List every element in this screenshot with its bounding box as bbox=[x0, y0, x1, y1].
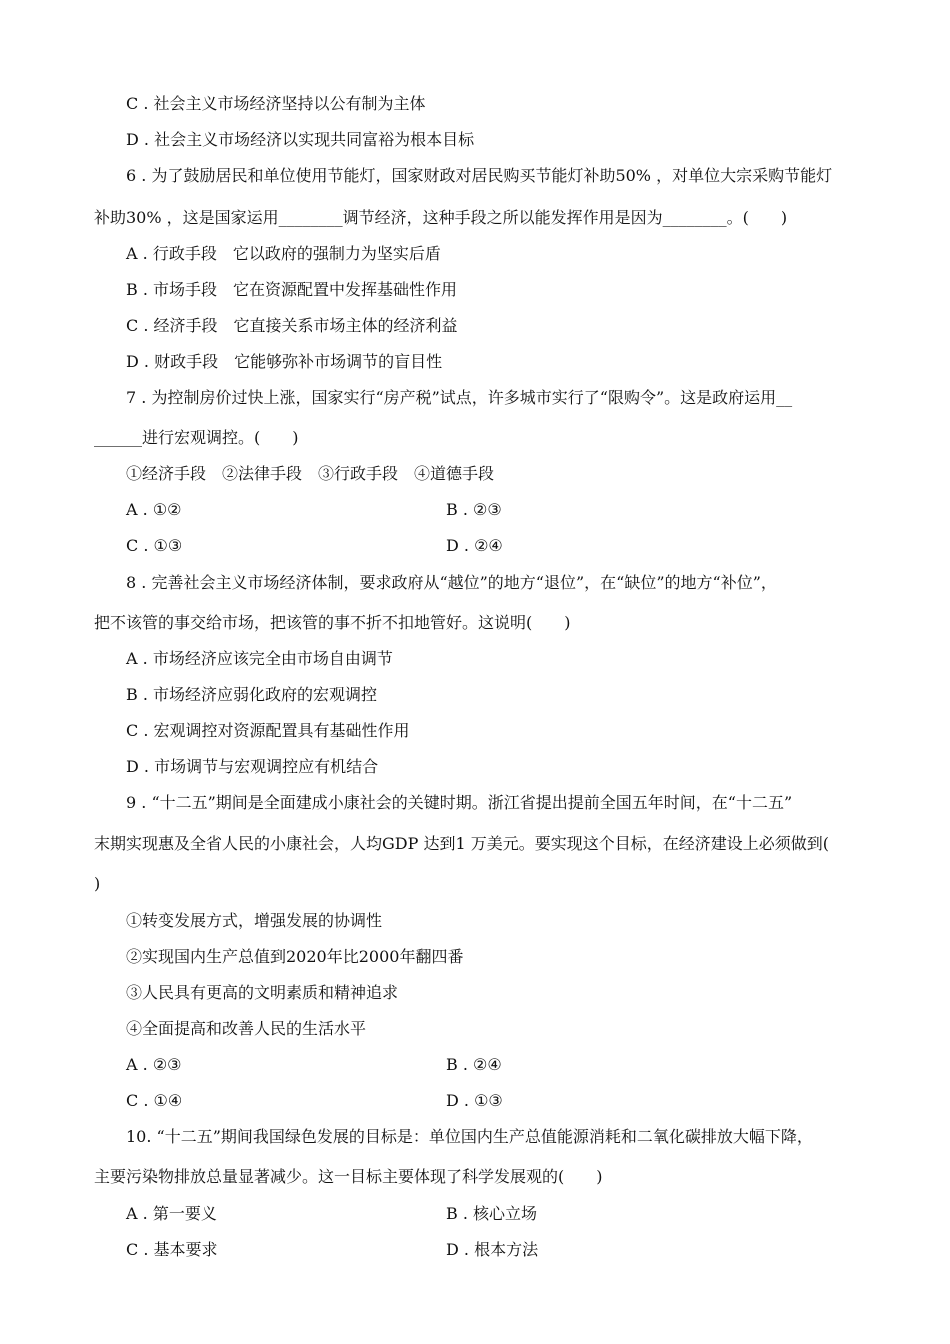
q6-option-a: A . 行政手段 它以政府的强制力为坚实后盾 bbox=[126, 244, 441, 263]
q10-option-c: C . 基本要求 bbox=[126, 1240, 218, 1259]
q6-option-d: D . 财政手段 它能够弥补市场调节的盲目性 bbox=[126, 352, 443, 371]
q9-item-4: ④全面提高和改善人民的生活水平 bbox=[126, 1019, 367, 1038]
q7-stem-line-1: 7 . 为控制房价过快上涨，国家实行“房产税”试点，许多城市实行了“限购令”。这是政府运用__ bbox=[126, 388, 793, 407]
q9-stem-line-3: ) bbox=[94, 874, 101, 893]
q6-stem-line-1: 6 . 为了鼓励居民和单位使用节能灯，国家财政对居民购买节能灯补助50% ，对单位大宗采购节能灯 bbox=[126, 166, 833, 185]
q8-stem-line-2: 把不该管的事交给市场，把该管的事不折不扣地管好。这说明( ) bbox=[94, 613, 571, 632]
q7-items: ①经济手段 ②法律手段 ③行政手段 ④道德手段 bbox=[126, 464, 495, 483]
q10-option-a: A . 第一要义 bbox=[126, 1204, 217, 1223]
q9-option-a: A . ②③ bbox=[126, 1055, 182, 1074]
q7-stem-line-2: ______进行宏观调控。( ) bbox=[94, 428, 299, 447]
q9-item-2: ②实现国内生产总值到2020年比2000年翻四番 bbox=[126, 947, 464, 966]
q8-stem-line-1: 8 . 完善社会主义市场经济体制，要求政府从“越位”的地方“退位”，在“缺位”的地方“补位”， bbox=[126, 573, 777, 592]
q10-stem-line-1: 10. “十二五”期间我国绿色发展的目标是：单位国内生产总值能源消耗和二氧化碳排放大幅下降， bbox=[126, 1127, 813, 1146]
q6-stem-line-2: 补助30% ，这是国家运用________调节经济，这种手段之所以能发挥作用是因为________。( ) bbox=[94, 208, 788, 227]
q5-option-c: C . 社会主义市场经济坚持以公有制为主体 bbox=[126, 94, 426, 113]
q9-stem-line-1: 9 . “十二五”期间是全面建成小康社会的关键时期。浙江省提出提前全国五年时间，在“十二五” bbox=[126, 793, 793, 812]
q10-stem-line-2: 主要污染物排放总量显著减少。这一目标主要体现了科学发展观的( ) bbox=[94, 1167, 603, 1186]
q7-option-a: A . ①② bbox=[126, 500, 182, 519]
q9-option-b: B . ②④ bbox=[446, 1055, 502, 1074]
q8-option-c: C . 宏观调控对资源配置具有基础性作用 bbox=[126, 721, 410, 740]
q8-option-a: A . 市场经济应该完全由市场自由调节 bbox=[126, 649, 393, 668]
q10-option-d: D . 根本方法 bbox=[446, 1240, 539, 1259]
q9-stem-line-2: 末期实现惠及全省人民的小康社会，人均GDP 达到1 万美元。要实现这个目标，在经济建设上必须做到( bbox=[94, 834, 829, 853]
q9-option-d: D . ①③ bbox=[446, 1091, 503, 1110]
q8-option-b: B . 市场经济应弱化政府的宏观调控 bbox=[126, 685, 378, 704]
q9-item-3: ③人民具有更高的文明素质和精神追求 bbox=[126, 983, 399, 1002]
q9-option-c: C . ①④ bbox=[126, 1091, 183, 1110]
q7-option-b: B . ②③ bbox=[446, 500, 502, 519]
q9-item-1: ①转变发展方式，增强发展的协调性 bbox=[126, 911, 383, 930]
q7-option-c: C . ①③ bbox=[126, 536, 183, 555]
q5-option-d: D . 社会主义市场经济以实现共同富裕为根本目标 bbox=[126, 130, 475, 149]
q10-option-b: B . 核心立场 bbox=[446, 1204, 538, 1223]
q6-option-b: B . 市场手段 它在资源配置中发挥基础性作用 bbox=[126, 280, 458, 299]
q6-option-c: C . 经济手段 它直接关系市场主体的经济利益 bbox=[126, 316, 458, 335]
q8-option-d: D . 市场调节与宏观调控应有机结合 bbox=[126, 757, 379, 776]
q7-option-d: D . ②④ bbox=[446, 536, 503, 555]
